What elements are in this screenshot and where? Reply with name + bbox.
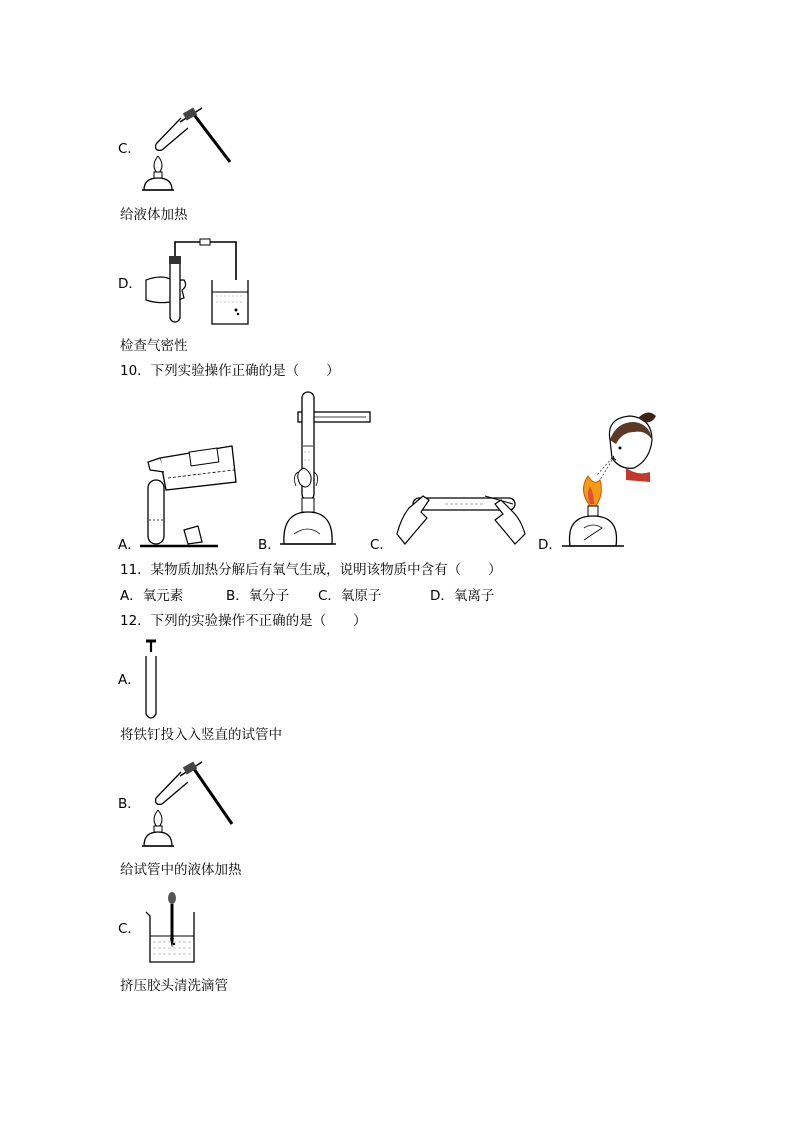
q11-stem: 11．某物质加热分解后有氧气生成，说明该物质中含有（ ）: [120, 562, 502, 578]
q11-option-a: A．氧元素: [120, 588, 184, 604]
q10-option-c-label: C．: [370, 537, 393, 553]
q10-option-b-label: B．: [258, 537, 281, 553]
q10-option-c-hands-tube-figure: [395, 478, 530, 548]
q11-option-b: B．氧分子: [226, 588, 290, 604]
q10-option-a-label: A．: [118, 537, 141, 553]
q11-option-c: C．氧原子: [318, 588, 382, 604]
q10-option-b-stand-heating-figure: [280, 388, 380, 550]
q12-option-a-caption: 将铁钉投入入竖直的试管中: [120, 727, 282, 743]
q10-option-a-pouring-figure: [140, 440, 240, 552]
q10-stem: 10．下列实验操作正确的是（ ）: [120, 363, 340, 379]
q9-option-c-letter: C．: [118, 141, 141, 157]
q10-option-d-label: D．: [538, 537, 562, 553]
q9-option-c-caption: 给液体加热: [120, 207, 188, 223]
q12-option-b-caption: 给试管中的液体加热: [120, 862, 242, 878]
q12-option-a-letter: A．: [118, 672, 141, 688]
q9-option-d-caption: 检查气密性: [120, 338, 188, 354]
q12-option-b-heating-figure: [140, 758, 240, 850]
q12-option-c-caption: 挤压胶头清洗滴管: [120, 978, 228, 994]
q11-option-d: D．氧离子: [430, 588, 495, 604]
q12-option-c-letter: C．: [118, 921, 141, 937]
q9-option-c-heating-figure: [140, 104, 240, 194]
q9-option-d-letter: D．: [118, 276, 142, 292]
q10-option-d-blowing-lamp-figure: [560, 410, 660, 552]
q12-option-c-dropper-beaker-figure: [144, 890, 200, 966]
q9-option-d-airtightness-figure: [142, 236, 252, 328]
q12-option-b-letter: B．: [118, 796, 141, 812]
q12-stem: 12．下列的实验操作不正确的是（ ）: [120, 613, 367, 629]
q12-option-a-nail-tube-figure: [142, 638, 162, 722]
